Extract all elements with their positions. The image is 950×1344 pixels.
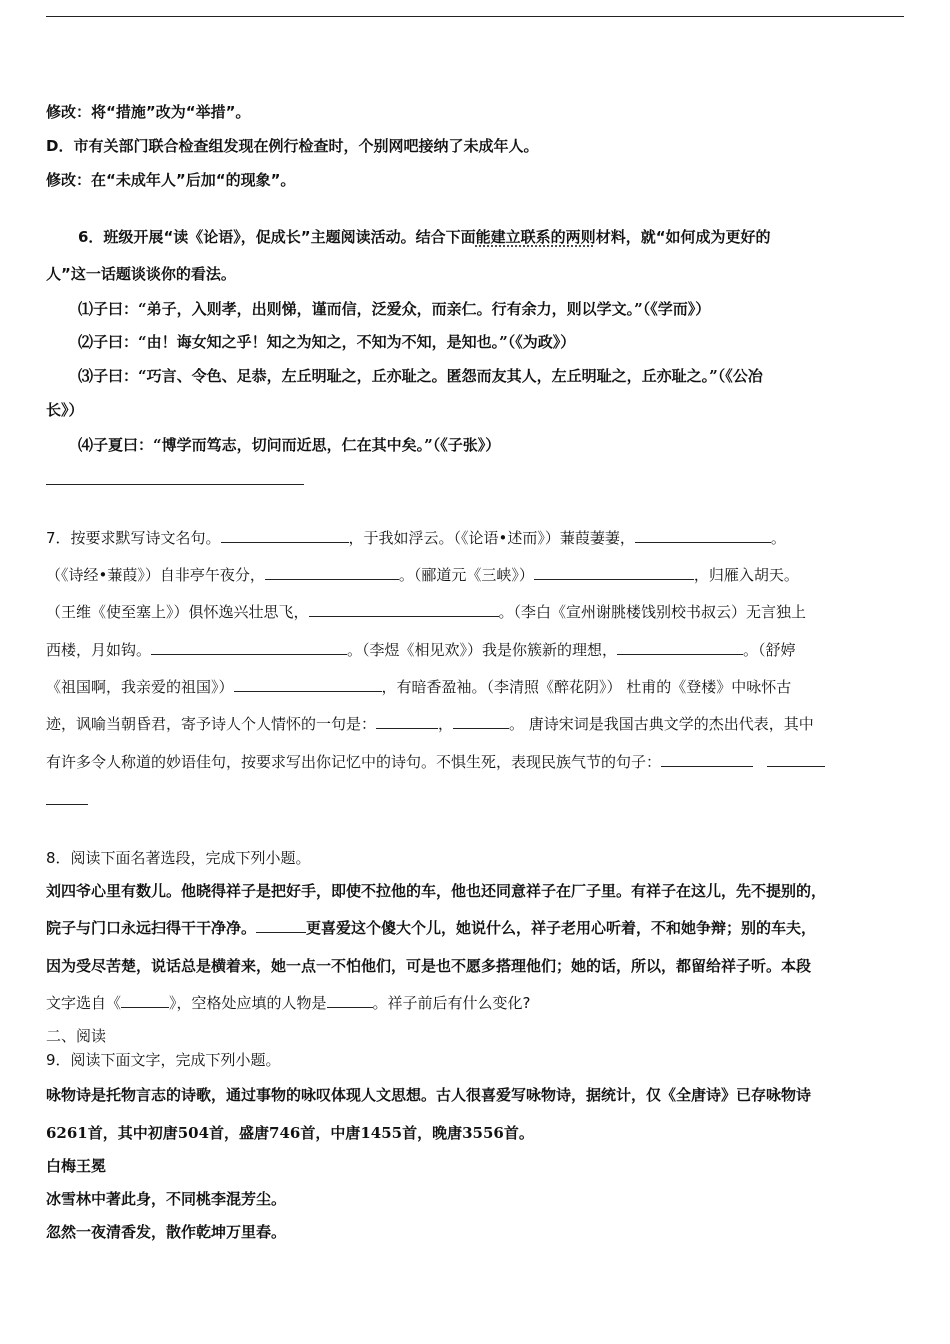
q9-passage-1: 咏物诗是托物言志的诗歌，通过事物的咏叹体现人文思想。古人很喜爱写咏物诗，据统计，仅《全唐诗》已存咏物诗 (46, 1086, 812, 1104)
q7-text: ，于我如浮云。（《论语•述而》）蒹葭萋萋， (348, 529, 635, 547)
q6-prompt (78, 227, 771, 247)
q7-text: （王维《使至塞上》）俱怀逸兴壮思飞， (46, 603, 309, 621)
fill-blank[interactable] (234, 677, 382, 692)
q7-line-4 (46, 640, 796, 660)
q7-line-3 (46, 602, 806, 622)
q7-text: 西楼，月如钩。 (46, 641, 152, 659)
q6-emphasis-dots: 能建立联系的两则 (475, 228, 596, 246)
q6-material-2: ⑵子曰：“由！诲女知之乎！知之为知之，不知为不知，是知也。”（《为政》） (78, 333, 576, 351)
q7-line-5 (46, 677, 791, 697)
poem-title: 白梅王冕 (46, 1157, 107, 1175)
q7-text: 。（舒婷 (743, 641, 796, 659)
q6-material-4: ⑷子夏曰：“博学而笃志，切问而近思，仁在其中矣。”（《子张》） (78, 436, 501, 454)
q7-line-6 (46, 714, 814, 734)
q6-material-3: ⑶子曰：“巧言、令色、足恭，左丘明耻之，丘亦耻之。匿怨而友其人，左丘明耻之，丘亦耻之。”（《公冶 (78, 367, 763, 385)
q6-prompt-part: 6．班级开展“读《论语》，促成长”主题阅读活动。结合下面 (78, 228, 476, 246)
q9-passage-2: 6261首，其中初唐504首，盛唐746首，中唐1455首，晚唐3556首。 (46, 1124, 534, 1142)
q8-passage-2 (46, 918, 816, 938)
q8-title: 8．阅读下面名著选段，完成下列小题。 (46, 849, 311, 867)
q8-question (46, 993, 531, 1013)
fill-blank[interactable] (46, 790, 88, 805)
q7-text: 《祖国啊，我亲爱的祖国》） (46, 678, 234, 696)
header-rule (46, 16, 904, 17)
q7-text: ，归雁入胡天。 (693, 566, 799, 584)
section-heading: 二、阅读 (46, 1027, 107, 1045)
q8-passage-1: 刘四爷心里有数儿。他晓得祥子是把好手，即使不拉他的车，他也还同意祥子在厂子里。有祥子在这儿，先不提别的， (46, 882, 827, 900)
q7-text: 。（李煜《相见欢》）我是你簇新的理想， (347, 641, 618, 659)
poem-line-2: 忽然一夜清香发，散作乾坤万里春。 (46, 1223, 287, 1241)
fill-blank[interactable] (534, 565, 694, 580)
q7-text: 。 (770, 529, 786, 547)
fill-blank[interactable] (151, 640, 347, 655)
q7-text: 7．按要求默写诗文名句。 (46, 529, 221, 547)
option-d-label: D． (46, 137, 74, 155)
option-d (46, 136, 538, 156)
fill-blank[interactable] (661, 752, 753, 767)
q8-text: 文字选自《 (46, 994, 122, 1012)
fill-blank[interactable] (327, 993, 373, 1008)
q7-text: ，有暗香盈袖。（李清照《醉花阴》） 杜甫的《登楼》中咏怀古 (381, 678, 792, 696)
fill-blank[interactable] (635, 528, 771, 543)
q7-text: 。（李白《宣州谢朓楼饯别校书叔云）无言独上 (498, 603, 807, 621)
option-d-text: 市有关部门联合检查组发现在例行检查时，个别网吧接纳了未成年人。 (73, 137, 539, 155)
fill-blank[interactable] (376, 714, 438, 729)
fill-blank[interactable] (617, 640, 743, 655)
q9-title: 9．阅读下面文字，完成下列小题。 (46, 1051, 281, 1069)
q8-text: 更喜爱这个傻大个儿，她说什么，祥子老用心听着，不和她争辩；别的车夫， (306, 919, 817, 937)
q8-text: 院子与门口永远扫得干干净净。 (46, 919, 257, 937)
q8-text: 》，空格处应填的人物是 (169, 994, 327, 1012)
fill-blank[interactable] (256, 918, 306, 933)
option-c-revision: 修改：将“措施”改为“举措”。 (46, 103, 251, 121)
q6-material-1: ⑴子曰：“弟子，入则孝，出则悌，谨而信，泛爱众，而亲仁。行有余力，则以学文。”（《学而》） (78, 300, 711, 318)
q6-prompt-part: 材料，就“如何成为更好的 (595, 228, 771, 246)
q7-text: 。 唐诗宋词是我国古典文学的杰出代表，其中 (509, 715, 814, 733)
q7-line-7 (46, 752, 825, 772)
q7-text: ， (438, 715, 454, 733)
q7-text: （《诗经•蒹葭》）自非亭午夜分， (46, 566, 265, 584)
poem-line-1: 冰雪林中著此身，不同桃李混芳尘。 (46, 1190, 287, 1208)
fill-blank[interactable] (453, 714, 509, 729)
q7-line-2 (46, 565, 799, 585)
q7-line-1 (46, 528, 786, 548)
option-d-revision: 修改：在“未成年人”后加“的现象”。 (46, 171, 296, 189)
q7-text: 有许多令人称道的妙语佳句，按要求写出你记忆中的诗句。不惧生死，表现民族气节的句子： (46, 753, 662, 771)
q6-material-3-cont: 长》） (46, 401, 84, 419)
fill-blank[interactable] (121, 993, 169, 1008)
fill-blank[interactable] (309, 602, 499, 617)
q7-line-8 (46, 790, 88, 810)
q7-text: 迹，讽喻当朝昏君，寄予诗人个人情怀的一句是： (46, 715, 377, 733)
fill-blank[interactable] (221, 528, 349, 543)
q8-passage-3: 因为受尽苦楚，说话总是横着来，她一点一不怕他们，可是也不愿多搭理他们；她的话，所以，都留给祥子听。本段 (46, 957, 812, 975)
fill-blank[interactable] (767, 752, 825, 767)
q6-prompt-cont: 人”这一话题谈谈你的看法。 (46, 265, 236, 283)
fill-blank[interactable] (265, 565, 399, 580)
q6-answer-line[interactable] (46, 484, 304, 485)
q7-text: 。（郦道元《三峡》） (398, 566, 534, 584)
q8-text: 。祥子前后有什么变化? (372, 994, 531, 1012)
